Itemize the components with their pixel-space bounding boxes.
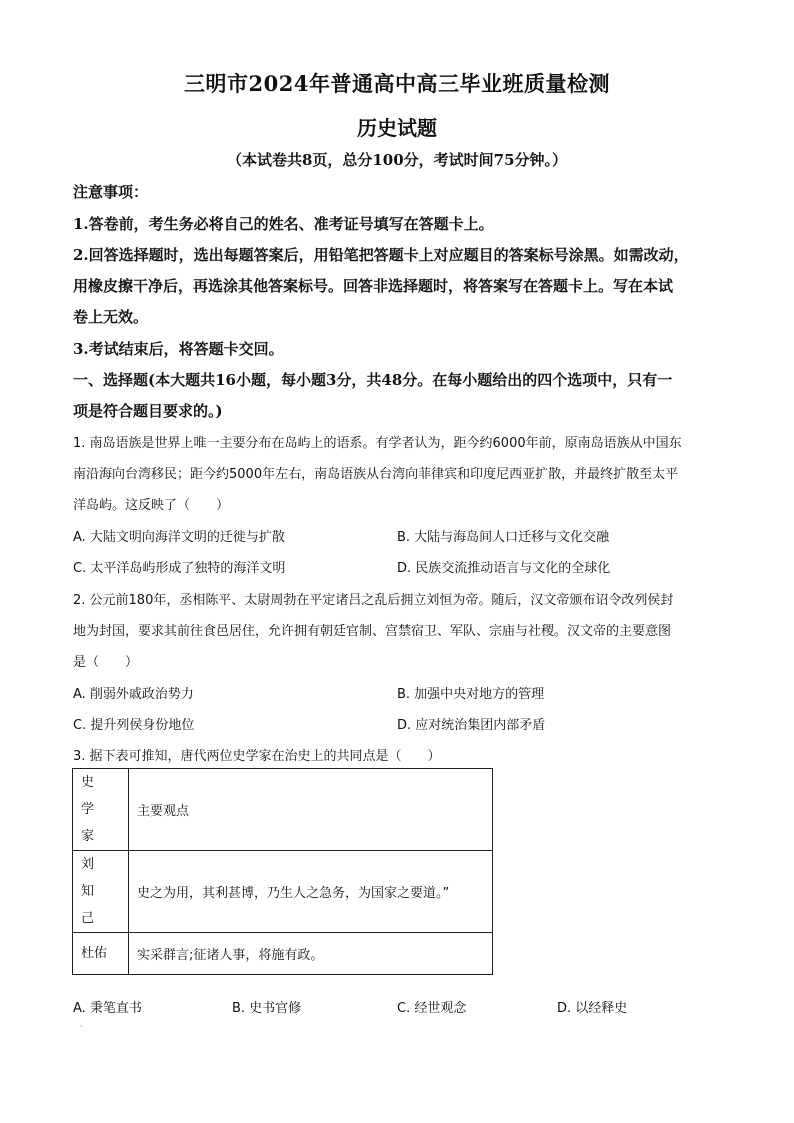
table-row: [73, 933, 493, 975]
instructions-heading: 注意事项：: [73, 183, 149, 201]
exam-note: （本试卷共8页，总分100分，考试时间75分钟。）: [226, 151, 568, 169]
section-1-heading-line-2: 项是符合题目要求的。): [73, 402, 223, 420]
q2-stem-line-3: 是（ ）: [73, 655, 139, 670]
scan-mark: ·: [80, 1022, 83, 1031]
instruction-2-line-1: 2.回答选择题时，选出每题答案后，用铅笔把答题卡上对应题目的答案标号涂黑。如需改动，: [73, 246, 689, 264]
exam-title: 三明市2024年普通高中高三毕业班质量检测: [184, 71, 610, 96]
q3-stem: 3. 据下表可推知，唐代两位史学家在治史上的共同点是（ ）: [73, 749, 441, 764]
q1-option-a[interactable]: A. 大陆文明向海洋文明的迁徙与扩散: [73, 530, 285, 545]
table-cell: 刘知己: [73, 851, 129, 933]
q1-option-c[interactable]: C. 太平洋岛屿形成了独特的海洋文明: [73, 561, 286, 576]
table-header-cell: 史学家: [73, 769, 129, 851]
table-cell: 史之为用，其利甚博，乃生人之急务，为国家之要道。”: [129, 851, 493, 933]
q1-stem-line-3: 洋岛屿。这反映了（ ）: [73, 498, 230, 513]
q3-option-c[interactable]: C. 经世观念: [397, 1001, 467, 1016]
q2-stem-line-2: 地为封国，要求其前往食邑居住，允许拥有朝廷官制、宫禁宿卫、军队、宗庙与社稷。汉文帝的主要意图: [73, 624, 672, 639]
table-header-cell: 主要观点: [129, 769, 493, 851]
q3-option-a[interactable]: A. 秉笔直书: [73, 1001, 142, 1016]
instruction-1: 1.答卷前，考生务必将自己的姓名、准考证号填写在答题卡上。: [73, 215, 494, 233]
instruction-3: 3.考试结束后，将答题卡交回。: [73, 340, 284, 358]
section-1-heading-line-1: 一、选择题(本大题共16小题，每小题3分，共48分。在每小题给出的四个选项中，只有一: [73, 371, 673, 389]
q2-option-a[interactable]: A. 削弱外戚政治势力: [73, 687, 194, 702]
instruction-2-line-3: 卷上无效。: [73, 308, 149, 326]
subject-title: 历史试题: [357, 116, 437, 140]
q3-option-d[interactable]: D. 以经释史: [557, 1001, 628, 1016]
q2-option-c[interactable]: C. 提升列侯身份地位: [73, 718, 195, 733]
q2-stem-line-1: 2. 公元前180年，丞相陈平、太尉周勃在平定诸吕之乱后拥立刘恒为帝。随后，汉文帝颁布诏令改列侯封: [73, 593, 674, 608]
table-row: [73, 851, 493, 933]
q2-option-b[interactable]: B. 加强中央对地方的管理: [397, 687, 545, 702]
table-cell: 杜佑: [73, 933, 129, 975]
q1-stem-line-2: 南沿海向台湾移民；距今约5000年左右，南岛语族从台湾向菲律宾和印度尼西亚扩散，并最终扩散至太平: [73, 467, 679, 482]
table-row: [73, 769, 493, 851]
table-cell: 实采群言;征诸人事，将施有政。: [129, 933, 493, 975]
instruction-2-line-2: 用橡皮擦干净后，再选涂其他答案标号。回答非选择题时，将答案写在答题卡上。写在本试: [73, 277, 674, 295]
q2-option-d[interactable]: D. 应对统治集团内部矛盾: [397, 718, 546, 733]
q3-table: [72, 768, 493, 975]
q1-option-b[interactable]: B. 大陆与海岛间人口迁移与文化交融: [397, 530, 610, 545]
q1-stem-line-1: 1. 南岛语族是世界上唯一主要分布在岛屿上的语系。有学者认为，距今约6000年前，原南岛语族从中国东: [73, 436, 682, 451]
q1-option-d[interactable]: D. 民族交流推动语言与文化的全球化: [397, 561, 611, 576]
q3-option-b[interactable]: B. 史书官修: [232, 1001, 302, 1016]
